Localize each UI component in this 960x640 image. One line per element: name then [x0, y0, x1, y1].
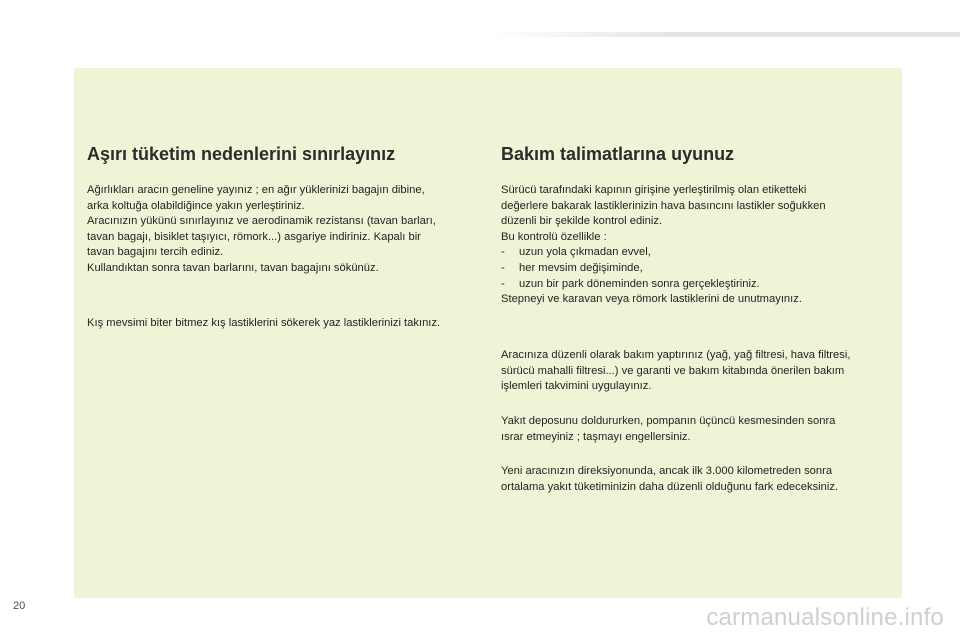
left-section-title: Aşırı tüketim nedenlerini sınırlayınız [87, 144, 396, 164]
right-section-title: Bakım talimatlarına uyunuz [501, 144, 735, 164]
left-paragraph-2: Kış mevsimi biter bitmez kış lastiklerini sökerek yaz lastiklerinizi takınız. [87, 317, 441, 329]
watermark: carmanualsonline.info [706, 604, 944, 631]
content-panel [74, 68, 902, 598]
page-number: 20 [13, 600, 26, 612]
right-paragraph-4: Yeni aracınızın direksiyonunda, ancak ilk 3.000 kilometreden sonra ortalama yakıt tüketiminizin daha düzenli olduğunu fark edeceksiniz. [501, 465, 839, 493]
right-paragraph-1: Sürücü tarafındaki kapının girişine yerleştirilmiş olan etiketteki değerlere bakarak lastiklerinizin hava basıncını lastikler soğukken düzenli bir şekilde kontrol ediniz. Bu kontrolü özellikle : - uzun yola çıkmadan evvel, - her mevsim değişiminde, - uzun bir park döneminden sonra gerçekleştiriniz. Stepneyi ve karavan veya römork lastiklerini de unutmayınız. [501, 184, 826, 306]
bullet-item: - uzun yola çıkmadan evvel, [501, 246, 651, 259]
bullet-item: - her mevsim değişiminde, [501, 261, 643, 274]
left-paragraph-1: Ağırlıkları aracın geneline yayınız ; en ağır yüklerinizi bagajın dibine, arka koltuğa olabildiğince yakın yerleştiriniz. Aracınızın yükünü sınırlayınız ve aerodinamik rezistansı (tavan barları, tavan bagajı, bisiklet taşıyıcı, römork...) asgariye indiriniz. Kapalı bir tavan bagajını tercih ediniz. Kullandıktan sonra tavan barlarını, tavan bagajını sökünüz. [87, 184, 436, 274]
header-divider [490, 32, 960, 37]
right-paragraph-2: Aracınıza düzenli olarak bakım yaptırınız (yağ, yağ filtresi, hava filtresi, sürücü mahalli filtresi...) ve garanti ve bakım kitabında önerilen bakım işlemleri takvimini uygulayınız. [501, 349, 851, 393]
right-paragraph-3: Yakıt deposunu doldururken, pompanın üçüncü kesmesinden sonra ısrar etmeyiniz ; taşmayı engellersiniz. [501, 415, 836, 443]
bullet-item: - uzun bir park döneminden sonra gerçekleştiriniz. [501, 277, 760, 290]
